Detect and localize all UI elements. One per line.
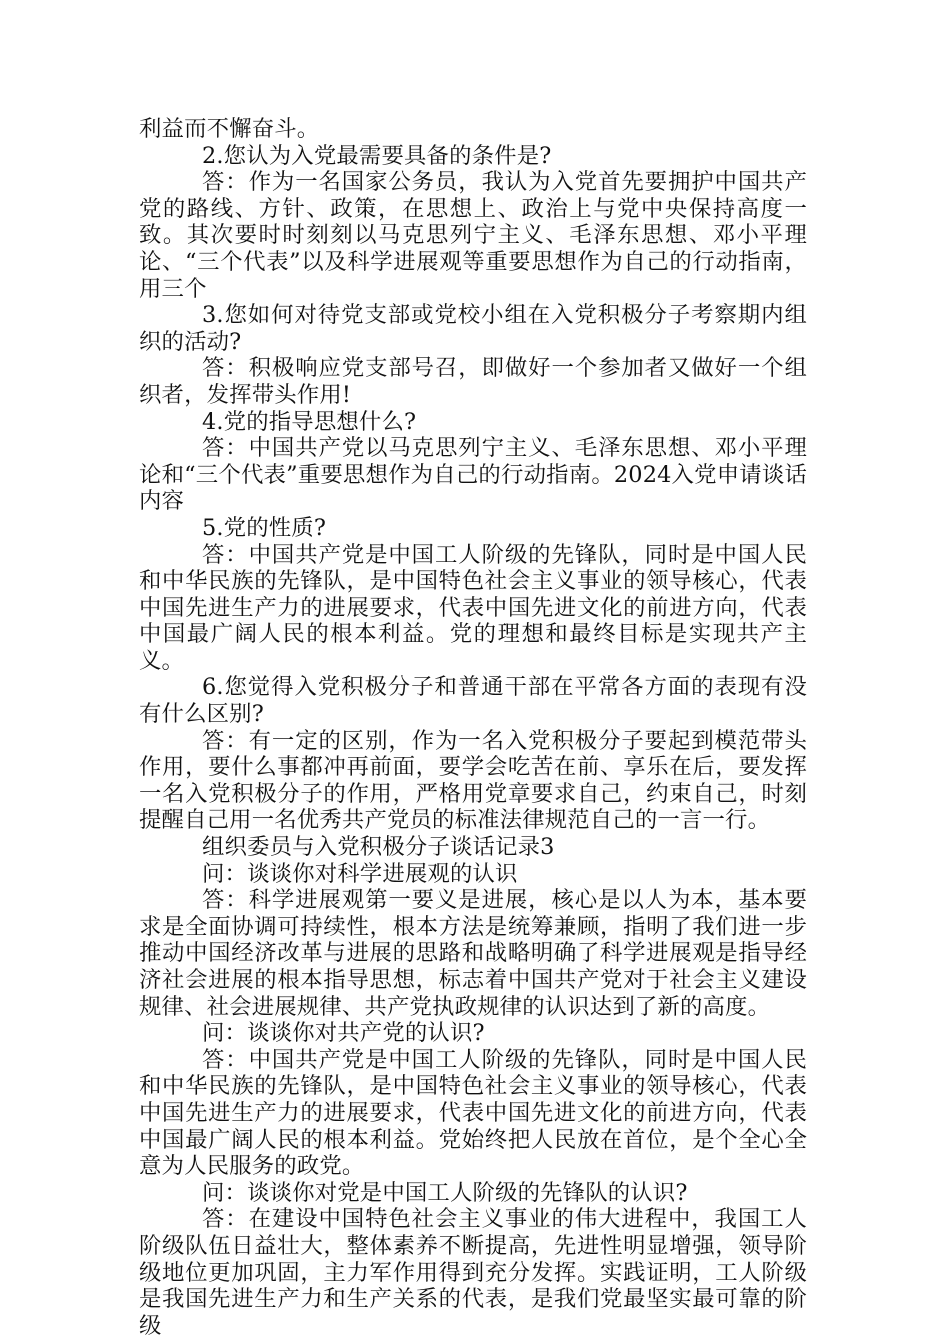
answer-paragraph: 答：中国共产党是中国工人阶级的先锋队，同时是中国人民和中华民族的先锋队，是中国特色社会主义事业的领导核心，代表中国先进生产力的进展要求，代表中国先进文化的前进方向，代表中国最广阔人民的根本利益。党始终把人民放在首位，是个全心全意为人民服务的政党。 <box>139 1046 807 1180</box>
question-paragraph: 6.您觉得入党积极分子和普通干部在平常各方面的表现有没有什么区别? <box>139 674 807 728</box>
question-paragraph: 3.您如何对待党支部或党校小组在入党积极分子考察期内组织的活动? <box>139 302 807 355</box>
answer-paragraph: 答：积极响应党支部号召，即做好一个参加者又做好一个组织者，发挥带头作用! <box>139 355 807 408</box>
answer-paragraph: 答：作为一名国家公务员，我认为入党首先要拥护中国共产党的路线、方针、政策，在思想上、政治上与党中央保持高度一致。其次要时时刻刻以马克思列宁主义、毛泽东思想、邓小平理论、“三个代表”以及科学进展观等重要思想作为自己的行动指南，用三个 <box>139 169 807 302</box>
answer-paragraph: 答：有一定的区别，作为一名入党积极分子要起到模范带头作用，要什么事都冲再前面，要学会吃苦在前、享乐在后，要发挥一名入党积极分子的作用，严格用党章要求自己，约束自己，时刻提醒自己用一名优秀共产党员的标准法律规范自己的一言一行。 <box>139 727 807 834</box>
paragraph: 利益而不懈奋斗。 <box>139 116 320 142</box>
answer-paragraph: 答：科学进展观第一要义是进展，核心是以人为本，基本要求是全面协调可持续性，根本方法是统筹兼顾，指明了我们进一步推动中国经济改革与进展的思路和战略明确了科学进展观是指导经济社会进展的根本指导思想，标志着中国共产党对于社会主义建设规律、社会进展规律、共产党执政规律的认识达到了新的高度。 <box>139 887 807 1020</box>
answer-paragraph: 答：在建设中国特色社会主义事业的伟大进程中，我国工人阶级队伍日益壮大，整体素养不断提高，先进性明显增强，领导阶级地位更加巩固，主力军作用得到充分发挥。实践证明，工人阶级是我国先进生产力和生产关系的代表，是我们党最坚实最可靠的阶级 <box>139 1206 807 1339</box>
answer-paragraph: 答：中国共产党以马克思列宁主义、毛泽东思想、邓小平理论和“三个代表”重要思想作为自己的行动指南。2024入党申请谈话内容 <box>139 435 807 515</box>
question-paragraph: 问：谈谈你对科学进展观的认识 <box>202 860 518 887</box>
question-paragraph: 2.您认为入党最需要具备的条件是? <box>202 142 552 169</box>
question-paragraph: 5.党的性质? <box>202 514 326 541</box>
document-body <box>139 116 807 1339</box>
question-paragraph: 问：谈谈你对党是中国工人阶级的先锋队的认识? <box>202 1179 688 1206</box>
question-paragraph: 问：谈谈你对共产党的认识? <box>202 1020 485 1047</box>
answer-paragraph: 答：中国共产党是中国工人阶级的先锋队，同时是中国人民和中华民族的先锋队，是中国特色社会主义事业的领导核心，代表中国先进生产力的进展要求，代表中国先进文化的前进方向，代表中国最广阔人民的根本利益。党的理想和最终目标是实现共产主义。 <box>139 541 807 674</box>
question-paragraph: 4.党的指导思想什么? <box>202 408 417 435</box>
section-heading: 组织委员与入党积极分子谈话记录3 <box>202 834 555 861</box>
